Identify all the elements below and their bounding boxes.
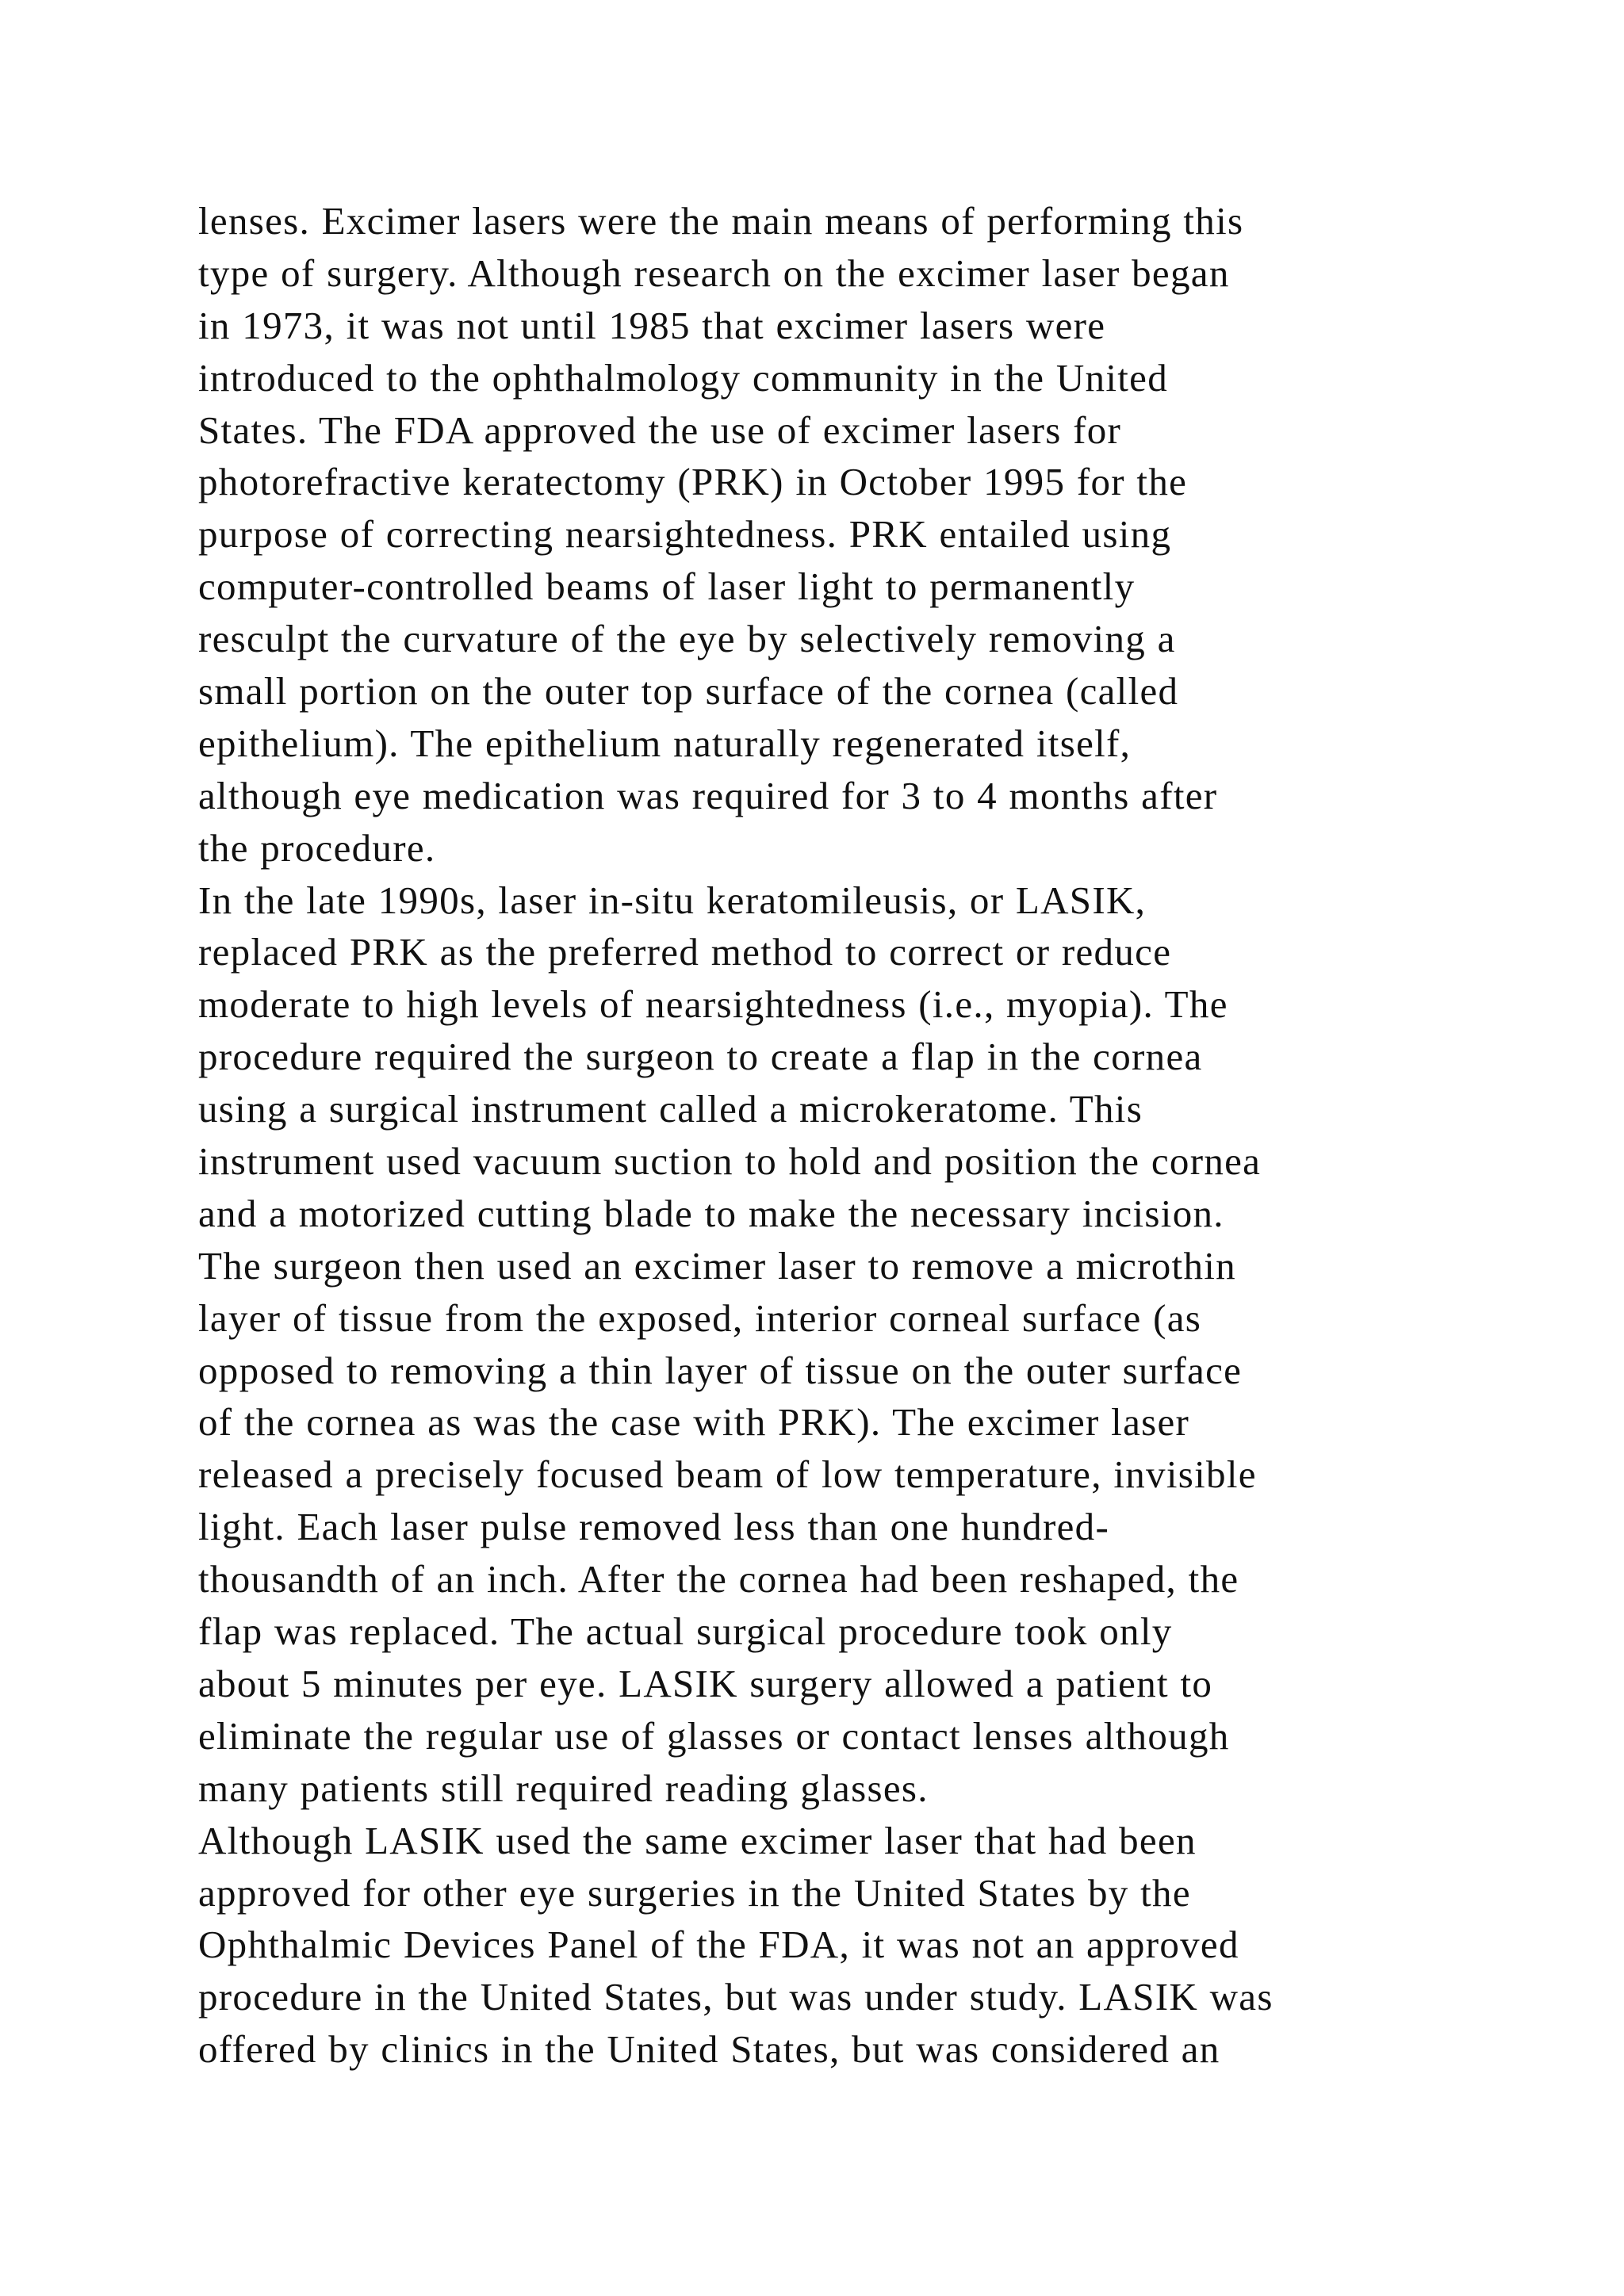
text-line: eliminate the regular use of glasses or contact lenses although (198, 1713, 1230, 1758)
text-line: The surgeon then used an excimer laser to remove a microthin (198, 1243, 1236, 1288)
text-line: opposed to removing a thin layer of tissue on the outer surface (198, 1348, 1243, 1392)
body-text (198, 195, 1618, 2076)
text-line: States. The FDA approved the use of excimer lasers for (198, 408, 1122, 452)
text-line: procedure required the surgeon to create a flap in the cornea (198, 1035, 1203, 1079)
text-line: type of surgery. Although research on the excimer laser began (198, 251, 1230, 295)
text-line: moderate to high levels of nearsightedness (i.e., myopia). The (198, 982, 1228, 1027)
text-line: procedure in the United States, but was under study. LASIK was (198, 1975, 1274, 2019)
text-line: light. Each laser pulse removed less than one hundred- (198, 1505, 1110, 1549)
text-line: In the late 1990s, laser in-situ keratomileusis, or LASIK, (198, 878, 1147, 922)
text-line: and a motorized cutting blade to make the necessary incision. (198, 1191, 1224, 1235)
text-line: purpose of correcting nearsightedness. PRK entailed using (198, 512, 1172, 557)
text-line: many patients still required reading glasses. (198, 1766, 929, 1810)
text-line: instrument used vacuum suction to hold and position the cornea (198, 1139, 1262, 1184)
text-line: photorefractive keratectomy (PRK) in October 1995 for the (198, 460, 1188, 504)
text-line: in 1973, it was not until 1985 that excimer lasers were (198, 303, 1106, 347)
text-line: epithelium). The epithelium naturally regenerated itself, (198, 721, 1132, 765)
text-line: approved for other eye surgeries in the United States by the (198, 1870, 1191, 1915)
text-line: although eye medication was required for 3 to 4 months after (198, 773, 1218, 817)
text-line: thousandth of an inch. After the cornea had been reshaped, the (198, 1557, 1239, 1601)
text-line: small portion on the outer top surface of the cornea (called (198, 669, 1179, 714)
text-line: offered by clinics in the United States, but was considered an (198, 2027, 1220, 2072)
text-line: released a precisely focused beam of low temperature, invisible (198, 1452, 1257, 1497)
text-line: using a surgical instrument called a microkeratome. This (198, 1087, 1143, 1131)
text-line: lenses. Excimer lasers were the main means of performing this (198, 199, 1244, 243)
text-line: introduced to the ophthalmology community in the United (198, 355, 1169, 400)
text-line: of the cornea as was the case with PRK). The excimer laser (198, 1400, 1190, 1445)
text-line: about 5 minutes per eye. LASIK surgery allowed a patient to (198, 1661, 1213, 1705)
text-line: computer-controlled beams of laser light to permanently (198, 564, 1136, 609)
text-line: layer of tissue from the exposed, interior corneal surface (as (198, 1295, 1202, 1340)
text-line: Although LASIK used the same excimer laser that had been (198, 1818, 1197, 1862)
text-line: replaced PRK as the preferred method to correct or reduce (198, 930, 1172, 974)
text-line: Ophthalmic Devices Panel of the FDA, it was not an approved (198, 1923, 1239, 1967)
text-line: resculpt the curvature of the eye by selectively removing a (198, 617, 1176, 661)
text-line: the procedure. (198, 825, 436, 870)
text-line: flap was replaced. The actual surgical procedure took only (198, 1609, 1173, 1654)
